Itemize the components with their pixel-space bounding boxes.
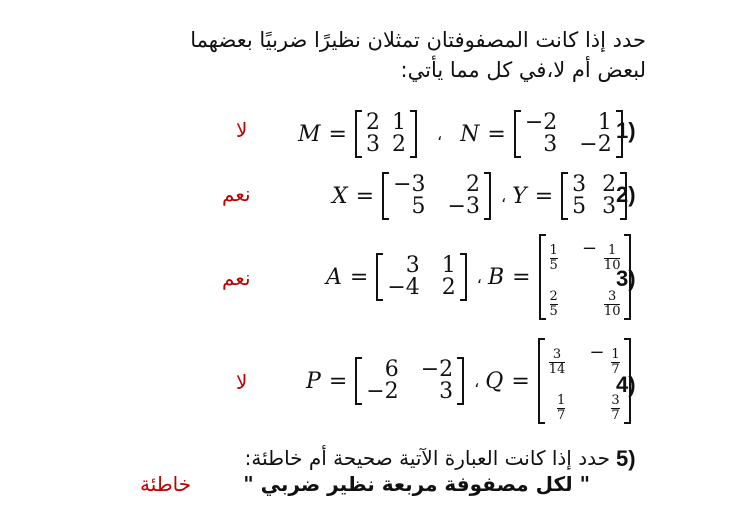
problem-5-answer: خاطئة: [140, 472, 192, 496]
problem-1-answer: لا: [236, 118, 248, 142]
instruction-line-1: حدد إذا كانت المصفوفتان تمثلان نظيرًا ضربيًا بعضهما: [190, 28, 646, 52]
matrix-X: −3 2 5 −3: [382, 172, 491, 220]
problem-3-expression: A = 3 1 −4 2 ، B = $\frac{1}{5}$ − $\frac{1}{10}$ $\frac{2}{5}$ $\frac{3}{10}$: [326, 234, 631, 320]
problem-2-answer: نعم: [222, 182, 251, 206]
matrix-Q: [538, 338, 631, 424]
problem-4-answer: لا: [236, 370, 248, 394]
matrix-M: 2 1 3 2: [355, 110, 417, 158]
problem-1-expression: M = 2 1 3 2 ، N = −2 1 3 −2: [298, 110, 623, 158]
fraction-cell: $\frac{3}{14}$: [548, 347, 566, 377]
fraction-cell: $\frac{1}{7}$: [557, 393, 566, 423]
matrix-B: [539, 234, 632, 320]
separator: ،: [474, 371, 480, 391]
problem-4-expression: P = 6 −2 −2 3 ، Q = $\frac{3}{14}$ − $\frac{1}{7}$ $\frac{1}{7}$ $\frac{3}{7}$: [306, 338, 631, 424]
separator: ،: [476, 267, 482, 287]
separator: ،: [500, 186, 507, 206]
problem-4-number: 4): [616, 372, 636, 397]
fraction-cell: $\frac{3}{10}$: [603, 289, 621, 319]
fraction-cell: $\frac{2}{5}$: [549, 289, 558, 319]
problem-5-statement: " لكل مصفوفة مربعة نظير ضربي ": [243, 472, 590, 496]
matrix-name: N: [460, 121, 480, 147]
matrix-name: M: [298, 121, 321, 147]
matrix-P: 6 −2 −2 3: [355, 357, 464, 405]
problem-2-number: 2): [616, 182, 636, 207]
fraction-cell: − $\frac{1}{7}$: [589, 342, 620, 377]
problem-5-number: 5): [616, 446, 636, 471]
problem-1-number: 1): [616, 118, 636, 143]
problem-3-number: 3): [616, 266, 636, 291]
matrix-A: 3 1 −4 2: [376, 253, 466, 301]
matrix-name: A: [326, 264, 342, 290]
matrix-name: Q: [485, 368, 504, 394]
matrix-name: P: [306, 368, 321, 394]
problem-5-text: حدد إذا كانت العبارة الآتية صحيحة أم خاطئة:: [244, 446, 610, 470]
fraction-cell: $\frac{1}{5}$: [549, 243, 558, 273]
instruction-line-2: لبعض أم لا،في كل مما يأتي:: [400, 58, 646, 82]
matrix-Y: 3 2 5 3: [561, 172, 627, 220]
problem-3-answer: نعم: [222, 266, 251, 290]
matrix-name: B: [487, 264, 505, 290]
matrix-name: X: [332, 183, 348, 209]
separator: ،: [436, 124, 443, 144]
problem-2-expression: X = −3 2 5 −3 ، Y = 3 2 5 3: [332, 172, 627, 220]
matrix-name: Y: [512, 183, 527, 209]
fraction-cell: − $\frac{1}{10}$: [581, 238, 621, 273]
matrix-N: −2 1 3 −2: [514, 110, 623, 158]
fraction-cell: $\frac{3}{7}$: [611, 393, 620, 423]
